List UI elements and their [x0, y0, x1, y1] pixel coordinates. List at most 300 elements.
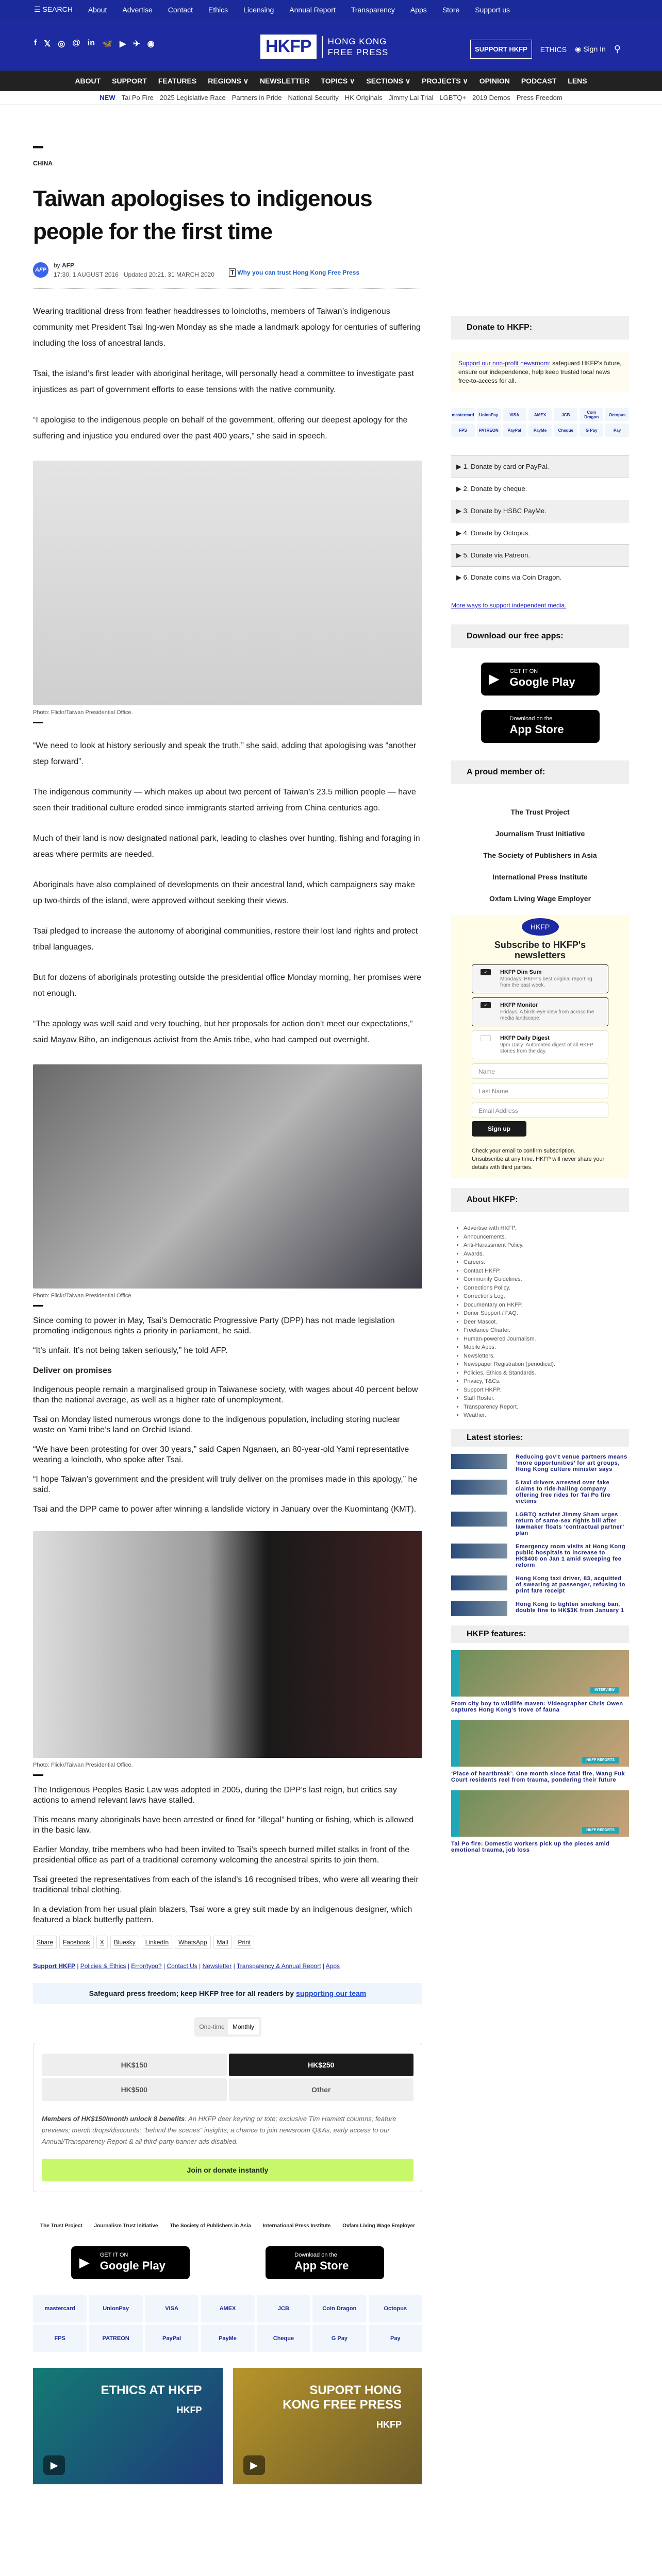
feature-title[interactable]: Tai Po fire: Domestic workers pick up the pieces amid emotional trauma, job loss	[451, 1840, 610, 1853]
payment-logo: JCB	[257, 2295, 310, 2323]
google-play-button[interactable]	[71, 2246, 190, 2279]
section-heading: Deliver on promises	[33, 1366, 112, 1375]
trending-link[interactable]: Jimmy Lai Trial	[388, 94, 434, 101]
paragraph: “The apology was well said and very touching, but her proposals for action don’t meet our expectations,” said Mayaw Biho, an indigenous activist from the Amis tribe, who had camped out overnight.	[33, 1020, 413, 1044]
donation-frequency-toggle	[194, 2017, 261, 2037]
feature-title[interactable]: ‘Place of heartbreak’: One month since fatal fire, Wang Fuk Court residents reel from trauma, pondering their future	[451, 1770, 625, 1783]
google-label: Google Play	[509, 675, 575, 688]
supporting-team-link[interactable]: supporting our team	[296, 1989, 367, 1997]
apple-small: Download on the	[509, 716, 553, 722]
about-link[interactable]: • Community Guidelines.	[464, 1275, 629, 1284]
byline-row	[33, 248, 422, 278]
nav-item[interactable]: NEWSLETTER	[259, 77, 310, 85]
article-category[interactable]: CHINA	[33, 160, 53, 167]
trending-label: NEW	[100, 94, 115, 101]
newsletter-name: HKFP Monitor	[500, 1002, 538, 1008]
nav-item[interactable]: LENS	[568, 77, 587, 85]
social-icon[interactable]: ◉	[147, 40, 155, 48]
published-date: 17:30, 1 AUGUST 2016	[54, 271, 119, 278]
about-link[interactable]: • Deer Mascot.	[464, 1318, 629, 1327]
site-header	[0, 19, 662, 71]
social-icon[interactable]: ▶	[119, 40, 126, 48]
google-small: GET IT ON	[509, 668, 538, 674]
trending-link[interactable]: National Security	[288, 94, 339, 101]
sidebar-member-logos	[451, 784, 629, 903]
story-title[interactable]: Emergency room visits at Hong Kong public hospitals to increase to HK$400 on Jan 1 amid sweeping fee reform	[516, 1543, 626, 1568]
paragraph: The indigenous community — which makes up about two percent of Taiwan’s 23.5 million people — have seen their traditional culture eroded since immigrants started arriving from China centuries ago.	[33, 788, 416, 812]
payment-logo: G Pay	[312, 2325, 366, 2352]
paragraph: “I hope Taiwan’s government and the president will truly deliver on the promises made in this apology,” he said.	[33, 1475, 418, 1494]
search-label: SEARCH	[42, 5, 73, 13]
about-link[interactable]: • Awards.	[464, 1250, 629, 1259]
payment-logo: AMEX	[528, 408, 552, 421]
payment-logo: VISA	[145, 2295, 198, 2323]
story-title[interactable]: Reducing gov’t venue partners means ‘more opportunities’ for art groups, Hong Kong culture minister says	[516, 1453, 627, 1472]
story-title[interactable]: Hong Kong to tighten smoking ban, double fine to HK$3K from January 1	[516, 1601, 624, 1614]
story-item[interactable]	[451, 1575, 629, 1594]
payment-logo: JCB	[554, 408, 577, 421]
photo-caption: Photo: Flickr/Taiwan Presidential Office.	[33, 1293, 133, 1299]
payment-logo: mastercard	[33, 2295, 87, 2323]
app-store-button[interactable]	[266, 2246, 384, 2279]
feature-item[interactable]	[451, 1790, 629, 1853]
safeguard-text: Safeguard press freedom; keep HKFP free for all readers by	[89, 1989, 294, 1997]
nav-item[interactable]: PODCAST	[521, 77, 557, 85]
checkbox[interactable]: ✓	[481, 1002, 491, 1008]
about-link[interactable]: • Announcements.	[464, 1233, 629, 1242]
nav-item[interactable]: OPINION	[479, 77, 510, 85]
about-link[interactable]: • Newsletters.	[464, 1352, 629, 1361]
hkfp-logo[interactable]	[260, 35, 388, 59]
social-icon[interactable]: 𝕏	[44, 40, 51, 48]
caption-divider	[33, 1774, 43, 1776]
article-title: Taiwan apologises to indigenous people for the first time	[33, 186, 372, 244]
feature-tag: HKFP REPORTS	[582, 1757, 619, 1764]
logo-text	[322, 36, 389, 58]
nav-item[interactable]: SECTIONS ∨	[366, 76, 411, 85]
member-org-logo[interactable]: The Trust Project	[510, 808, 570, 816]
tab-one-time[interactable]: One-time	[199, 2023, 225, 2030]
support-hkfp-button[interactable]: SUPPORT HKFP	[470, 40, 532, 59]
trending-link[interactable]: Press Freedom	[516, 94, 562, 101]
play-icon[interactable]: ▶	[243, 2455, 265, 2475]
social-icon[interactable]: ✈	[133, 40, 140, 48]
story-thumbnail[interactable]	[451, 1601, 507, 1616]
story-title[interactable]: LGBTQ activist Jimmy Sham urges return of same-sex rights bill after lawmaker floats ‘contractual partner’ plan	[516, 1511, 624, 1536]
video-brand: HKFP	[176, 2405, 202, 2415]
social-icon[interactable]: in	[87, 39, 95, 47]
share-whatsapp[interactable]: WhatsApp	[175, 1936, 210, 1949]
story-thumbnail[interactable]	[451, 1544, 507, 1558]
footer-link[interactable]: Apps	[325, 1962, 340, 1970]
paragraph: Tsai, the island’s first leader with aboriginal heritage, will personally head a committee to investigate past injustices as part of government efforts to ease tensions with the native community.	[33, 369, 414, 394]
payment-logo: FPS	[451, 423, 475, 437]
main-nav	[0, 71, 662, 91]
payment-logo: AMEX	[201, 2295, 254, 2323]
sidebar-google-play-button[interactable]	[481, 663, 600, 696]
amount-option[interactable]: HK$500	[42, 2078, 227, 2101]
feature-image[interactable]	[451, 1650, 629, 1697]
google-small: GET IT ON	[100, 2252, 128, 2258]
payment-logo: FPS	[33, 2325, 87, 2352]
about-link[interactable]: • Advertise with HKFP.	[464, 1224, 629, 1233]
paragraph: Much of their land is now designated national park, leading to clashes over hunting, fishing and foraging in areas where permits are needed.	[33, 834, 420, 859]
paragraph: Tsai on Monday listed numerous wrongs done to the indigenous population, including storing nuclear waste on Yami tribe’s land on Orchid Island.	[33, 1415, 400, 1434]
sidebar	[451, 105, 629, 1853]
story-thumbnail[interactable]	[451, 1480, 507, 1495]
member-org-logo[interactable]: The Trust Project	[40, 2223, 82, 2229]
payment-logo: UnionPay	[477, 408, 501, 421]
member-org-logos	[33, 2223, 422, 2229]
paragraph: In a deviation from her usual plain blazers, Tsai wore a grey suit made by an indigenous designer, which featured a black butterfly pattern.	[33, 1905, 412, 1924]
google-play-icon: ▶	[79, 2255, 90, 2270]
donation-box	[33, 2043, 422, 2192]
trust-link[interactable]	[229, 269, 359, 278]
last-name-input[interactable]: Last Name	[472, 1083, 608, 1098]
video-thumbnail[interactable]	[33, 2368, 223, 2484]
paragraph: “It’s unfair. It’s not being taken seriously,” he told AFP.	[33, 1346, 228, 1355]
payment-logo: UnionPay	[89, 2295, 142, 2323]
share-bar	[33, 1936, 422, 1949]
topbar-link[interactable]: About	[88, 5, 107, 14]
trending-link[interactable]: Tai Po Fire	[121, 94, 154, 101]
about-link[interactable]: • Freelance Charter.	[464, 1326, 629, 1335]
payment-logo: PayMe	[528, 423, 552, 437]
about-link[interactable]: • Privacy, T&Cs.	[464, 1377, 629, 1386]
share-mail[interactable]: Mail	[213, 1936, 232, 1949]
members-benefits-text: : An HKFP deer keyring or tote; exclusive Tim Hamlett columns; feature previews; merch drops/discounts; "behind the scenes" insights; a chance to join newsroom Q&As, early access to our Annual/Transparency Report & all third-party banner ads disabled.	[42, 2115, 396, 2145]
payment-logo: mastercard	[451, 408, 475, 421]
topbar-link[interactable]: Transparency	[351, 5, 395, 14]
feature-item[interactable]	[451, 1720, 629, 1783]
google-play-icon: ▶	[489, 671, 500, 686]
about-list	[451, 1224, 629, 1420]
payment-logo: VISA	[503, 408, 526, 421]
article-photo	[33, 461, 422, 705]
payment-logo: Cheque	[554, 423, 577, 437]
search-icon[interactable]: ⚲	[614, 44, 621, 54]
apple-label: App Store	[294, 2259, 349, 2272]
paragraph: “I apologise to the indigenous people on behalf of the government, offering our deepest apology for the suffering and injustice you endured over the past 400 years,” she said in speech.	[33, 416, 408, 440]
newsletter-signup	[451, 915, 629, 1178]
trust-project-icon: T	[229, 268, 236, 277]
checkbox[interactable]: ✓	[481, 969, 491, 975]
member-heading: A proud member of:	[451, 760, 629, 784]
share-share[interactable]: Share	[33, 1936, 57, 1949]
trending-link[interactable]: LGBTQ+	[439, 94, 467, 101]
donate-option[interactable]: ▶ 3. Donate by HSBC PayMe.	[451, 500, 629, 522]
members-benefits	[42, 2113, 413, 2147]
nav-item[interactable]: SUPPORT	[112, 77, 147, 85]
paragraph: Aboriginals have also complained of developments on their ancestral land, which campaigners say make up two-thirds of the island, were approved without seeking their views.	[33, 880, 415, 905]
apple-label: App Store	[509, 723, 564, 736]
about-link[interactable]: • Support HKFP.	[464, 1386, 629, 1395]
photo-caption: Photo: Flickr/Taiwan Presidential Office.	[33, 709, 133, 716]
member-org-logo[interactable]: International Press Institute	[262, 2223, 331, 2229]
google-label: Google Play	[100, 2259, 166, 2272]
donate-option[interactable]: ▶ 4. Donate by Octopus.	[451, 522, 629, 544]
footer-link[interactable]: Contact Us	[167, 1962, 197, 1970]
story-item[interactable]	[451, 1512, 629, 1536]
story-item[interactable]	[451, 1454, 629, 1472]
photo-caption: Photo: Flickr/Taiwan Presidential Office.	[33, 1762, 133, 1768]
checkbox[interactable]	[481, 1035, 491, 1041]
about-link[interactable]: • Documentary on HKFP.	[464, 1301, 629, 1310]
topbar-link[interactable]: Support us	[475, 5, 510, 14]
sign-in-link[interactable]	[575, 45, 606, 54]
user-icon: ◉	[575, 45, 582, 53]
newsletter-desc: Fridays: A birds-eye view from across the media landscape.	[500, 1009, 594, 1021]
about-link[interactable]: • Newspaper Registration (periodical).	[464, 1360, 629, 1369]
member-org-logo[interactable]: The Society of Publishers in Asia	[483, 851, 597, 859]
page-columns	[0, 105, 662, 2484]
paragraph: Tsai pledged to increase the autonomy of aboriginal communities, restore their lost land rights and protect tribal languages.	[33, 927, 418, 952]
caption-divider	[33, 722, 43, 723]
payment-logo: Octopus	[369, 2295, 422, 2323]
search-menu-button[interactable]: ☰ SEARCH	[34, 5, 73, 13]
sign-up-button[interactable]: Sign up	[472, 1121, 526, 1137]
about-link[interactable]: • Staff Roster.	[464, 1394, 629, 1403]
newsletter-option[interactable]	[472, 964, 608, 993]
sidebar-payment-methods	[451, 408, 629, 437]
member-org-logo[interactable]: The Society of Publishers in Asia	[170, 2223, 251, 2229]
about-link[interactable]: • Human-powered Journalism.	[464, 1335, 629, 1344]
paragraph: This means many aboriginals have been arrested or fined for “illegal” hunting or fishing, which is allowed in the basic law.	[33, 1816, 414, 1835]
footer-link[interactable]: Error/typo?	[131, 1962, 162, 1970]
paragraph: The Indigenous Peoples Basic Law was adopted in 2005, during the DPP’s last reign, but critics say actions to amend relevant laws have stalled.	[33, 1786, 397, 1805]
social-icon[interactable]: ◎	[58, 40, 65, 48]
story-item[interactable]	[451, 1480, 629, 1504]
member-org-logo[interactable]: Oxfam Living Wage Employer	[342, 2223, 415, 2229]
logo-line1: HONG KONG	[327, 36, 387, 46]
more-ways-link[interactable]: More ways to support independent media.	[451, 602, 567, 609]
caption-divider	[33, 1305, 43, 1307]
social-icon[interactable]: @	[72, 39, 80, 47]
payment-logo: PATREON	[89, 2325, 142, 2352]
payment-logo: PayPal	[145, 2325, 198, 2352]
donate-option[interactable]: ▶ 6. Donate coins via Coin Dragon.	[451, 566, 629, 588]
trending-link[interactable]: Partners in Pride	[231, 94, 282, 101]
topbar-link[interactable]: Apps	[410, 5, 427, 14]
about-link[interactable]: • Donor Support / FAQ.	[464, 1309, 629, 1318]
byline	[33, 262, 214, 278]
amount-option[interactable]: HK$150	[42, 2054, 227, 2076]
topbar-link[interactable]: Advertise	[122, 5, 153, 14]
newsletter-title: Subscribe to HKFP's newsletters	[494, 940, 586, 960]
member-org-logo[interactable]: Oxfam Living Wage Employer	[489, 894, 591, 903]
logo-mark: HKFP	[260, 35, 317, 59]
amount-option[interactable]: Other	[229, 2078, 414, 2101]
trust-label: Why you can trust Hong Kong Free Press	[237, 269, 360, 276]
about-link[interactable]: • Mobile Apps.	[464, 1343, 629, 1352]
payment-logo: Coin Dragon	[312, 2295, 366, 2323]
nav-item[interactable]: REGIONS ∨	[208, 76, 249, 85]
topbar-link[interactable]: Annual Report	[289, 5, 336, 14]
sign-in-label: Sign In	[583, 45, 606, 53]
about-link[interactable]: • Careers.	[464, 1258, 629, 1267]
header-actions	[470, 40, 621, 59]
features-list	[451, 1650, 629, 1853]
app-buttons	[33, 2246, 422, 2279]
topbar-links	[88, 6, 510, 14]
topbar-link[interactable]: Licensing	[243, 5, 274, 14]
footer-link[interactable]: Support HKFP	[33, 1962, 75, 1970]
nav-item[interactable]: TOPICS ∨	[321, 76, 355, 85]
footer-links: Support HKFP | Policies & Ethics | Error/typo? | Contact Us | Newsletter | Transparency & Annual Report | Apps	[33, 1962, 340, 1970]
topbar-link[interactable]: Ethics	[208, 5, 228, 14]
newsletter-desc: Mondays: HKFP's best original reporting from the past week.	[500, 976, 592, 988]
donate-option[interactable]: ▶ 2. Donate by cheque.	[451, 478, 629, 500]
social-icon[interactable]: 🦋	[102, 40, 112, 48]
story-thumbnail[interactable]	[451, 1512, 507, 1527]
about-link[interactable]: • Policies, Ethics & Standards.	[464, 1369, 629, 1378]
feature-item[interactable]	[451, 1650, 629, 1713]
article-body	[33, 303, 422, 1925]
support-text: : safeguard HKFP's future, ensure our independence, help keep trusted local news free-to-access for all.	[458, 360, 622, 384]
story-title[interactable]: 5 taxi drivers arrested over fake claims to ride-hailing company offering free rides for Tai Po fire victims	[516, 1479, 611, 1504]
about-heading: About HKFP:	[451, 1188, 629, 1212]
donate-heading: Donate to HKFP:	[451, 316, 629, 340]
payment-logo: G Pay	[580, 423, 603, 437]
donation-amounts	[42, 2054, 413, 2101]
story-thumbnail[interactable]	[451, 1575, 507, 1590]
paragraph: “We have been protesting for over 30 years,” said Capen Nganaen, an 80-year-old Yami representative wearing a loincloth, who spoke after Tsai.	[33, 1445, 409, 1464]
about-link[interactable]: • Transparency Report.	[464, 1403, 629, 1412]
email-input[interactable]: Email Address	[472, 1103, 608, 1118]
tab-monthly[interactable]: Monthly	[228, 2019, 259, 2035]
newsletter-name: HKFP Daily Digest	[500, 1035, 550, 1041]
members-benefits-title: Members of HK$150/month unlock 8 benefits	[42, 2115, 185, 2123]
payment-logo: Pay	[605, 423, 629, 437]
about-link[interactable]: • Corrections Policy.	[464, 1284, 629, 1293]
safeguard-banner	[33, 1983, 422, 2004]
name-input[interactable]: Name	[472, 1063, 608, 1079]
story-title[interactable]: Hong Kong taxi driver, 83, acquitted of swearing at passenger, refusing to print fare receipt	[516, 1575, 625, 1594]
trending-link[interactable]: 2025 Legislative Race	[159, 94, 226, 101]
member-org-logo[interactable]: International Press Institute	[492, 873, 588, 881]
article-photo	[33, 1064, 422, 1289]
footer-link[interactable]: Newsletter	[202, 1962, 232, 1970]
about-link[interactable]: • Contact HKFP.	[464, 1267, 629, 1276]
footer-link[interactable]: Transparency & Annual Report	[236, 1962, 321, 1970]
payment-logo: Coin Dragon	[580, 408, 603, 421]
social-icon[interactable]: f	[34, 39, 37, 47]
story-thumbnail[interactable]	[451, 1454, 507, 1469]
topbar-link[interactable]: Store	[442, 5, 460, 14]
paragraph: Tsai and the DPP came to power after winning a landslide victory in January over the Kuomintang (KMT).	[33, 1505, 417, 1514]
feature-tag: HKFP REPORTS	[582, 1827, 619, 1834]
newsletter-options	[472, 964, 608, 1059]
updated-date: Updated 20:21, 31 MARCH 2020	[123, 271, 214, 278]
trending-bar	[0, 91, 662, 105]
story-item[interactable]	[451, 1601, 629, 1616]
top-utility-bar	[0, 0, 662, 19]
payment-logo: PATREON	[477, 423, 501, 437]
support-blurb	[451, 352, 629, 393]
about-link[interactable]: • Corrections Log.	[464, 1292, 629, 1301]
video-title: SUPORT HONG KONG FREE PRESS	[283, 2383, 402, 2412]
amount-option[interactable]: HK$250	[229, 2054, 414, 2076]
category-dash	[33, 146, 43, 148]
feature-tag: INTERVIEW	[590, 1687, 619, 1693]
support-newsroom-link[interactable]: Support our non-profit newsroom	[458, 360, 549, 367]
feature-title[interactable]: From city boy to wildlife maven: Videographer Chris Owen captures Hong Kong’s trove of fauna	[451, 1700, 623, 1713]
member-org-logo[interactable]: Journalism Trust Initiative	[94, 2223, 158, 2229]
video-thumbnail[interactable]	[233, 2368, 423, 2484]
newsletter-logo: HKFP	[522, 918, 559, 936]
newsletter-name: HKFP Dim Sum	[500, 969, 542, 975]
apple-small: Download on the	[294, 2252, 337, 2258]
nav-item[interactable]: FEATURES	[158, 77, 197, 85]
nav-item[interactable]: ABOUT	[75, 77, 101, 85]
newsletter-fine-print: Check your email to confirm subscription. Unsubscribe at any time. HKFP will never share your details with third parties.	[472, 1148, 605, 1171]
payment-logo: PayMe	[201, 2325, 254, 2352]
paragraph: Earlier Monday, tribe members who had been invited to Tsai’s speech burned millet stalks in front of the presidential office as part of a traditional ceremony welcoming the ancestral spirits to join them.	[33, 1845, 410, 1865]
by-label: by	[54, 262, 60, 269]
sidebar-app-store-button[interactable]	[481, 710, 600, 743]
social-links	[34, 39, 155, 49]
newsletter-option[interactable]	[472, 1030, 608, 1059]
video-brand: HKFP	[376, 2419, 402, 2430]
trending-link[interactable]: HK Originals	[344, 94, 383, 101]
member-org-logo[interactable]: Journalism Trust Initiative	[495, 829, 585, 838]
share-linkedin[interactable]: LinkedIn	[142, 1936, 172, 1949]
donate-option[interactable]: ▶ 1. Donate by card or PayPal.	[451, 455, 629, 478]
features-heading: HKFP features:	[451, 1625, 629, 1643]
paragraph: Wearing traditional dress from feather headdresses to loincloths, members of Taiwan’s indigenous community met President Tsai Ing-wen Monday as she made a landmark apology for centuries of suffering including the loss of ancestral lands.	[33, 307, 421, 348]
footer-link[interactable]: Policies & Ethics	[80, 1962, 126, 1970]
logo-line2: FREE PRESS	[327, 47, 389, 57]
newsletter-option[interactable]	[472, 997, 608, 1026]
share-bluesky[interactable]: Bluesky	[110, 1936, 139, 1949]
author-link[interactable]: AFP	[62, 262, 75, 269]
feature-image[interactable]	[451, 1790, 629, 1837]
article	[33, 105, 422, 2484]
join-donate-button[interactable]: Join or donate instantly	[42, 2159, 413, 2181]
donate-option[interactable]: ▶ 5. Donate via Patreon.	[451, 544, 629, 566]
payment-logo: PayPal	[503, 423, 526, 437]
share-x[interactable]: X	[96, 1936, 108, 1949]
about-link[interactable]: • Anti-Harassment Policy.	[464, 1241, 629, 1250]
paragraph: Tsai greeted the representatives from each of the island’s 16 recognised tribes, who were all wearing their traditional tribal clothing.	[33, 1875, 419, 1894]
feature-image[interactable]	[451, 1720, 629, 1767]
videos	[33, 2368, 422, 2484]
paragraph: Indigenous people remain a marginalised group in Taiwanese society, with wages about 40 percent below than the national average, as well as a higher rate of unemployment.	[33, 1385, 418, 1404]
share-print[interactable]: Print	[235, 1936, 255, 1949]
paragraph: But for dozens of aboriginals protesting outside the presidential office Monday morning, her promises were not enough.	[33, 973, 422, 998]
paragraph: Since coming to power in May, Tsai’s Democratic Progressive Party (DPP) has not made legislation promoting indigenous rights a priority in parliament, he said.	[33, 1316, 395, 1335]
play-icon[interactable]: ▶	[43, 2455, 65, 2475]
topbar-link[interactable]: Contact	[168, 5, 193, 14]
share-facebook[interactable]: Facebook	[59, 1936, 94, 1949]
ethics-link[interactable]: ETHICS	[540, 45, 567, 54]
latest-stories	[451, 1454, 629, 1616]
payment-logo: Pay	[369, 2325, 422, 2352]
nav-item[interactable]: PROJECTS ∨	[422, 76, 468, 85]
apps-heading: Download our free apps:	[451, 624, 629, 648]
trending-link[interactable]: 2019 Demos	[472, 94, 510, 101]
donate-options	[451, 455, 629, 588]
latest-heading: Latest stories:	[451, 1429, 629, 1447]
newsletter-desc: 9pm Daily: Automated digest of all HKFP stories from the day.	[500, 1042, 593, 1054]
payment-logo: Octopus	[605, 408, 629, 421]
video-title: ETHICS AT HKFP	[101, 2383, 202, 2397]
author-avatar: AFP	[33, 262, 48, 278]
about-link[interactable]: • Weather.	[464, 1411, 629, 1420]
story-item[interactable]	[451, 1544, 629, 1568]
payment-methods	[33, 2295, 422, 2352]
paragraph: “We need to look at history seriously and speak the truth,” she said, adding that apologising was “another step forward”.	[33, 741, 417, 766]
